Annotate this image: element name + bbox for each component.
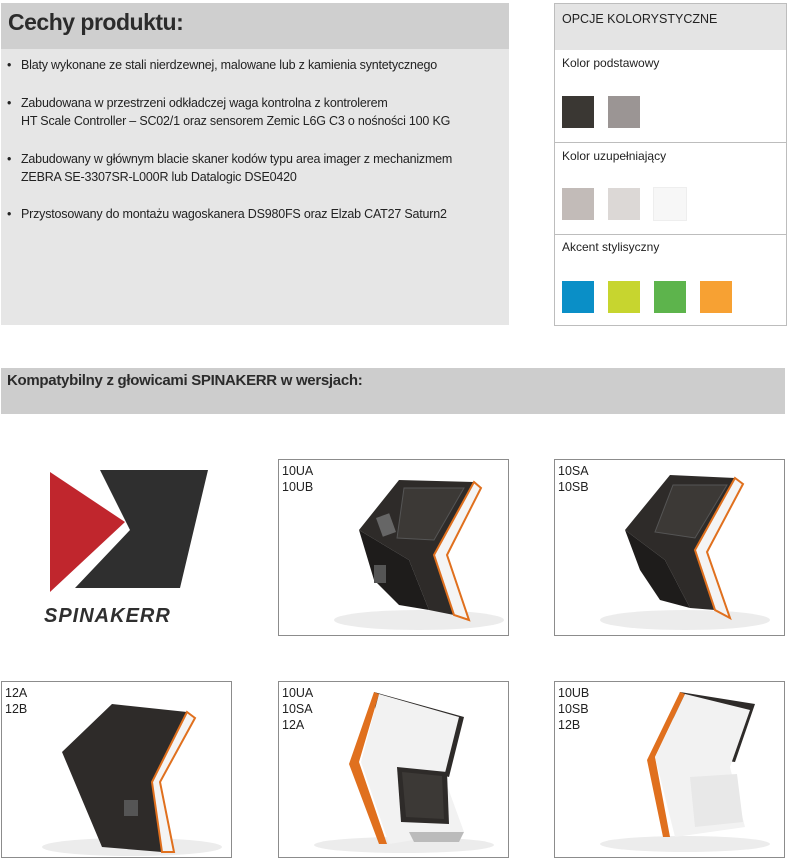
product-card[interactable] [554, 459, 785, 636]
swatch-complementary-3[interactable] [654, 188, 686, 220]
product-image [2, 682, 231, 857]
version-label: 10SA [282, 702, 313, 716]
logo-text: SPINAKERR [44, 605, 171, 627]
spinakerr-logo [30, 462, 220, 632]
group-label-accent: Akcent stylisyczny [562, 240, 660, 254]
swatch-accent-2[interactable] [608, 281, 640, 313]
feature-text: Blaty wykonane ze stali nierdzewnej, malowane lub z kamienia syntetycznego [21, 58, 437, 72]
compatibility-title: Kompatybilny z głowicami SPINAKERR w wersjach: [7, 372, 363, 389]
feature-text-2: HT Scale Controller – SC02/1 oraz sensorem Zemic L6G C3 o nośności 100 KG [21, 114, 451, 128]
swatch-base-1[interactable] [562, 96, 594, 128]
color-options-panel [554, 3, 787, 326]
product-card[interactable] [278, 459, 509, 636]
product-card[interactable] [1, 681, 232, 858]
version-label: 10SA [558, 464, 589, 478]
feature-item: • Blaty wykonane ze stali nierdzewnej, malowane lub z kamienia syntetycznego [7, 58, 437, 72]
feature-text: Przystosowany do montażu wagoskanera DS980FS oraz Elzab CAT27 Saturn2 [21, 207, 447, 221]
product-image [555, 460, 784, 635]
compatibility-header [1, 368, 785, 414]
feature-item: • Zabudowany w głównym blacie skaner kodów typu area imager z mechanizmem ZEBRA SE-3307SR-L000R lub Datalogic DSE0420 [7, 152, 453, 184]
version-label: 10UA [282, 464, 314, 478]
features-panel [1, 3, 509, 325]
version-label: 12B [558, 718, 581, 732]
features-header [1, 3, 509, 49]
swatch-accent-1[interactable] [562, 281, 594, 313]
swatch-accent-4[interactable] [700, 281, 732, 313]
product-image [279, 460, 508, 635]
version-label: 10SB [558, 702, 589, 716]
feature-text: Zabudowany w głównym blacie skaner kodów typu area imager z mechanizmem [21, 152, 453, 166]
divider [555, 142, 786, 143]
swatch-accent-3[interactable] [654, 281, 686, 313]
product-card[interactable] [554, 681, 785, 858]
swatch-complementary-2[interactable] [608, 188, 640, 220]
version-label: 10UB [558, 686, 590, 700]
features-title: Cechy produktu: [8, 9, 184, 35]
spinakerr-logo-mark [30, 462, 220, 632]
feature-text-2: ZEBRA SE-3307SR-L000R lub Datalogic DSE0420 [21, 170, 297, 184]
version-label: 10SB [558, 480, 589, 494]
color-options-header [555, 4, 786, 50]
color-options-title: OPCJE KOLORYSTYCZNE [562, 12, 718, 26]
version-label: 12A [5, 686, 28, 700]
version-label: 10UA [282, 686, 314, 700]
group-label-base: Kolor podstawowy [562, 56, 660, 70]
feature-item: • Przystosowany do montażu wagoskanera DS980FS oraz Elzab CAT27 Saturn2 [7, 207, 447, 221]
swatch-base-2[interactable] [608, 96, 640, 128]
feature-text: Zabudowana w przestrzeni odkładczej waga kontrolna z kontrolerem [21, 96, 388, 110]
version-label: 12A [282, 718, 305, 732]
feature-item: • Zabudowana w przestrzeni odkładczej waga kontrolna z kontrolerem HT Scale Controller – SC02/1 oraz sensorem Zemic L6G C3 o nośności 100 KG [7, 96, 451, 128]
group-label-complementary: Kolor uzupełniający [562, 149, 667, 163]
divider [555, 234, 786, 235]
swatch-complementary-1[interactable] [562, 188, 594, 220]
product-image [555, 682, 784, 857]
product-card[interactable] [278, 681, 509, 858]
product-image [279, 682, 508, 857]
version-label: 12B [5, 702, 28, 716]
version-label: 10UB [282, 480, 314, 494]
